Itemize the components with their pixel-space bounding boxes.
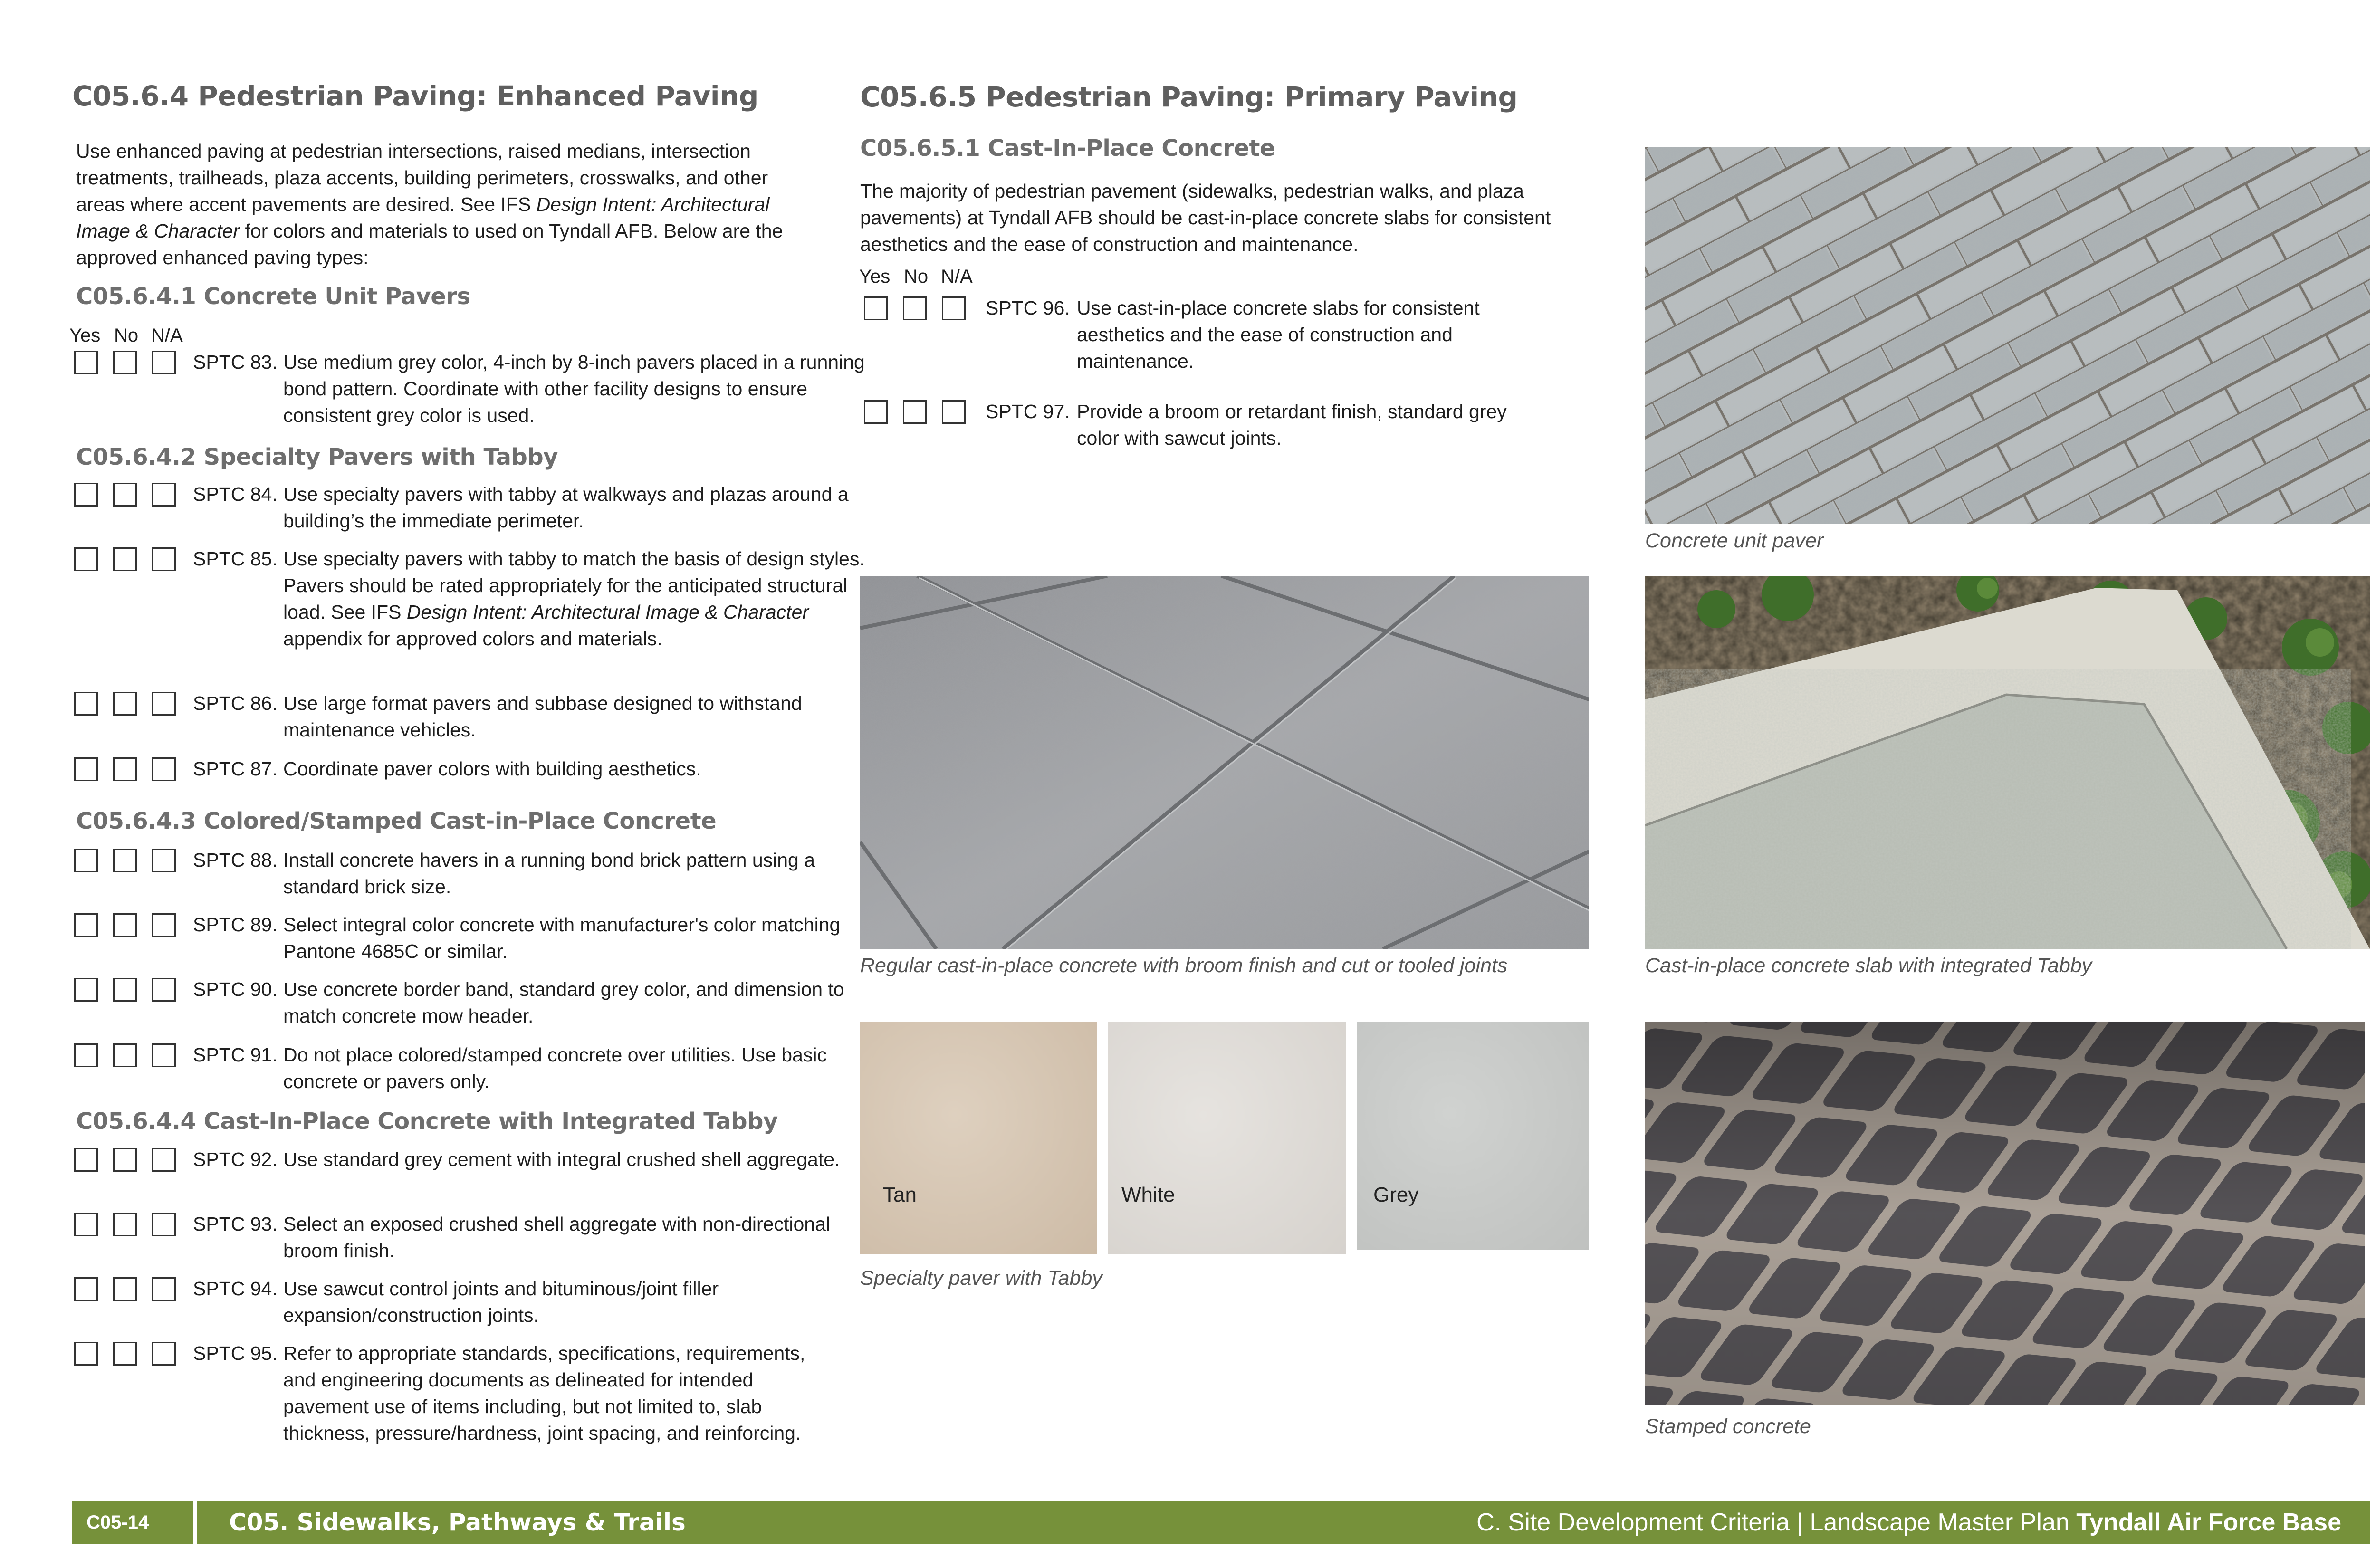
yes-label: Yes — [859, 266, 891, 287]
item-code: SPTC 93. — [193, 1213, 278, 1235]
item-code: SPTC 94. — [193, 1278, 278, 1300]
item-text: Refer to appropriate standards, specifications, requirements, and engineering documents as delineated for intended pavement use of items including, but not limited to, slab thickness, pressure/hardness, joint spacing, and reinforcing. — [283, 1342, 805, 1444]
no-checkbox[interactable] — [113, 978, 137, 1002]
swatch-label-grey: Grey — [1373, 1183, 1419, 1206]
item-code: SPTC 95. — [193, 1342, 278, 1364]
na-checkbox[interactable] — [942, 400, 966, 424]
caption-tabby-slab: Cast-in-place concrete slab with integrated Tabby — [1645, 954, 2092, 977]
subsection-title-specialty-pavers: C05.6.4.2 Specialty Pavers with Tabby — [76, 444, 558, 470]
yes-checkbox[interactable] — [74, 692, 98, 716]
na-checkbox[interactable] — [152, 547, 176, 571]
yes-checkbox[interactable] — [74, 1277, 98, 1301]
yes-checkbox[interactable] — [74, 1342, 98, 1366]
no-checkbox[interactable] — [903, 296, 927, 320]
item-code: SPTC 83. — [193, 351, 278, 373]
yes-checkbox[interactable] — [74, 483, 98, 507]
item-code: SPTC 85. — [193, 548, 278, 570]
document-title: C. Site Development Criteria | Landscape Master Plan Tyndall Air Force Base — [1476, 1509, 2341, 1536]
no-checkbox[interactable] — [903, 400, 927, 424]
primary-paving-intro: The majority of pedestrian pavement (sidewalks, pedestrian walks, and plaza pavements) at Tyndall AFB should be cast-in-place concrete slabs for consistent aesthetics and the ease of construction and maintenance. — [860, 180, 1551, 255]
item-text: Select an exposed crushed shell aggregate with non-directional broom finish. — [283, 1213, 831, 1262]
item-text: Use specialty pavers with tabby to match the basis of design styles. Pavers should be rated appropriately for the anticipated structural load. See IFS Design Intent: Architectural Image & Character appendix for approved colors and materials. — [283, 548, 865, 650]
no-checkbox[interactable] — [113, 1277, 137, 1301]
yes-checkbox[interactable] — [864, 296, 888, 320]
swatch-tan — [860, 1022, 1097, 1254]
item-text: Provide a broom or retardant finish, standard grey color with sawcut joints. — [1077, 401, 1507, 449]
subsection-title-integrated-tabby: C05.6.4.4 Cast-In-Place Concrete with Integrated Tabby — [76, 1108, 778, 1135]
na-checkbox[interactable] — [152, 1148, 176, 1172]
no-checkbox[interactable] — [113, 1213, 137, 1236]
item-code: SPTC 86. — [193, 692, 278, 714]
item-text: Use standard grey cement with integral crushed shell aggregate. — [283, 1148, 840, 1170]
no-label: No — [114, 325, 139, 346]
item-code: SPTC 89. — [193, 914, 278, 936]
no-checkbox[interactable] — [113, 547, 137, 571]
stamped-concrete-photo — [1645, 1022, 2365, 1405]
na-checkbox[interactable] — [152, 692, 176, 716]
no-checkbox[interactable] — [113, 849, 137, 872]
na-checkbox[interactable] — [152, 849, 176, 872]
no-checkbox[interactable] — [113, 1342, 137, 1366]
no-checkbox[interactable] — [113, 351, 137, 374]
na-checkbox[interactable] — [152, 1213, 176, 1236]
yes-checkbox[interactable] — [74, 1213, 98, 1236]
no-checkbox[interactable] — [113, 483, 137, 507]
swatch-grey — [1357, 1022, 1589, 1250]
no-checkbox[interactable] — [113, 1148, 137, 1172]
swatch-white — [1108, 1022, 1346, 1254]
na-checkbox[interactable] — [152, 1277, 176, 1301]
page-number: C05-14 — [72, 1501, 197, 1544]
broom-finish-concrete-photo — [860, 576, 1589, 949]
no-label: No — [904, 266, 929, 287]
na-checkbox[interactable] — [152, 483, 176, 507]
item-text: Coordinate paver colors with building aesthetics. — [283, 758, 701, 780]
yes-checkbox[interactable] — [74, 1043, 98, 1067]
swatch-label-tan: Tan — [883, 1183, 917, 1206]
na-checkbox[interactable] — [152, 1342, 176, 1366]
yes-checkbox[interactable] — [74, 913, 98, 937]
swatch-label-white: White — [1121, 1183, 1175, 1206]
subsection-title-concrete-unit-pavers: C05.6.4.1 Concrete Unit Pavers — [76, 283, 470, 310]
page-footer — [72, 1501, 2370, 1544]
na-checkbox[interactable] — [152, 913, 176, 937]
item-text: Install concrete havers in a running bond brick pattern using a standard brick size. — [283, 849, 815, 898]
no-checkbox[interactable] — [113, 913, 137, 937]
item-text: Do not place colored/stamped concrete over utilities. Use basic concrete or pavers only. — [283, 1044, 827, 1092]
section-heading-enhanced-paving: C05.6.4 Pedestrian Paving: Enhanced Paving — [72, 80, 758, 112]
paver-pattern — [1645, 147, 2370, 524]
item-text: Select integral color concrete with manufacturer's color matching Pantone 4685C or similar. — [283, 914, 841, 962]
item-code: SPTC 97. — [986, 401, 1070, 422]
chapter-title: C05. Sidewalks, Pathways & Trails — [229, 1509, 686, 1536]
item-code: SPTC 84. — [193, 483, 278, 505]
tabby-slab-illustration — [1645, 576, 2370, 949]
na-checkbox[interactable] — [942, 296, 966, 320]
concrete-unit-paver-photo — [1645, 147, 2370, 524]
no-checkbox[interactable] — [113, 757, 137, 781]
no-checkbox[interactable] — [113, 692, 137, 716]
concrete-slab-pattern — [860, 576, 1589, 949]
enhanced-paving-intro: Use enhanced paving at pedestrian intersections, raised medians, intersection treatments, trailheads, plaza accents, building perimeters, crosswalks, and other areas where accent pavements are desired. See IFS Design Intent: Architectural Image & Character for colors and materials to used on Tyndall AFB. Below are the approved enhanced paving types: — [76, 140, 783, 268]
na-label: N/A — [151, 325, 183, 346]
item-text: Use cast-in-place concrete slabs for consistent aesthetics and the ease of construction and maintenance. — [1077, 297, 1480, 372]
item-code: SPTC 91. — [193, 1044, 278, 1066]
yes-checkbox[interactable] — [74, 849, 98, 872]
item-text: Use medium grey color, 4-inch by 8-inch pavers placed in a running bond pattern. Coordinate with other facility designs to ensure consistent grey color is used. — [283, 351, 865, 426]
stamped-pattern — [1645, 1022, 2365, 1405]
subsection-title-cast-in-place: C05.6.5.1 Cast-In-Place Concrete — [860, 135, 1275, 162]
section-heading-primary-paving: C05.6.5 Pedestrian Paving: Primary Paving — [860, 81, 1518, 113]
item-text: Use sawcut control joints and bituminous/joint filler expansion/construction joints. — [283, 1278, 719, 1326]
yes-label: Yes — [69, 325, 101, 346]
item-text: Use concrete border band, standard grey color, and dimension to match concrete mow header. — [283, 978, 844, 1027]
na-checkbox[interactable] — [152, 351, 176, 374]
caption-specialty-paver: Specialty paver with Tabby — [860, 1267, 1102, 1290]
no-checkbox[interactable] — [113, 1043, 137, 1067]
yes-checkbox[interactable] — [74, 757, 98, 781]
item-text: Use large format pavers and subbase designed to withstand maintenance vehicles. — [283, 692, 802, 741]
item-code: SPTC 88. — [193, 849, 278, 871]
subsection-title-colored-stamped: C05.6.4.3 Colored/Stamped Cast-in-Place Concrete — [76, 808, 717, 834]
caption-unit-paver: Concrete unit paver — [1645, 529, 1824, 552]
item-code: SPTC 96. — [986, 297, 1070, 319]
item-text: Use specialty pavers with tabby at walkways and plazas around a building’s the immediate perimeter. — [283, 483, 849, 532]
yes-checkbox[interactable] — [74, 978, 98, 1002]
item-code: SPTC 90. — [193, 978, 278, 1000]
caption-broom-finish: Regular cast-in-place concrete with broom finish and cut or tooled joints — [860, 954, 1508, 977]
yes-checkbox[interactable] — [74, 1148, 98, 1172]
caption-stamped: Stamped concrete — [1645, 1415, 1811, 1438]
item-code: SPTC 87. — [193, 758, 278, 780]
na-checkbox[interactable] — [152, 1043, 176, 1067]
yes-checkbox[interactable] — [864, 400, 888, 424]
na-checkbox[interactable] — [152, 978, 176, 1002]
na-label: N/A — [941, 266, 973, 287]
na-checkbox[interactable] — [152, 757, 176, 781]
tabby-slab-photo — [1645, 576, 2370, 949]
yes-checkbox[interactable] — [74, 351, 98, 374]
yes-checkbox[interactable] — [74, 547, 98, 571]
item-code: SPTC 92. — [193, 1148, 278, 1170]
